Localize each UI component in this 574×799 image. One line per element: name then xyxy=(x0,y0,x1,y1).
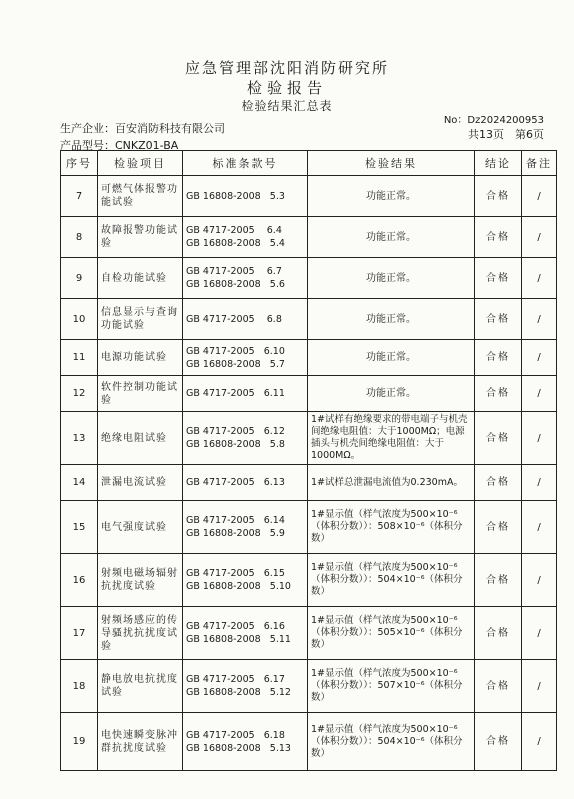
row-note: / xyxy=(522,176,557,217)
row-conclusion: 合格 xyxy=(475,176,522,217)
row-note: / xyxy=(522,340,557,376)
row-conclusion: 合格 xyxy=(475,465,522,501)
row-item: 绝缘电阻试验 xyxy=(98,412,183,465)
table-row xyxy=(61,340,557,376)
row-seq: 12 xyxy=(61,376,98,412)
row-item: 电源功能试验 xyxy=(98,340,183,376)
row-result: 1#显示值（样气浓度为500×10⁻⁶（体积分数））：508×10⁻⁶（体积分数） xyxy=(308,501,475,554)
row-seq: 16 xyxy=(61,554,98,607)
row-conclusion: 合格 xyxy=(475,412,522,465)
row-item: 可燃气体报警功能试验 xyxy=(98,176,183,217)
column-header-conclusion: 结论 xyxy=(475,151,522,176)
table-row xyxy=(61,258,557,299)
row-seq: 18 xyxy=(61,660,98,713)
column-header-note: 备注 xyxy=(522,151,557,176)
row-conclusion: 合格 xyxy=(475,554,522,607)
row-standard: GB 4717-2005 6.12 GB 16808-2008 5.8 xyxy=(183,412,308,465)
column-header-item: 检验项目 xyxy=(98,151,183,176)
row-standard: GB 4717-2005 6.11 xyxy=(183,376,308,412)
row-standard: GB 4717-2005 6.13 xyxy=(183,465,308,501)
row-standard: GB 4717-2005 6.14 GB 16808-2008 5.9 xyxy=(183,501,308,554)
column-header-seq: 序号 xyxy=(61,151,98,176)
page-indicator: 共13页 第6页 xyxy=(468,128,544,141)
row-note: / xyxy=(522,376,557,412)
row-result: 1#显示值（样气浓度为500×10⁻⁶（体积分数））：504×10⁻⁶（体积分数） xyxy=(308,713,475,771)
table-row xyxy=(61,376,557,412)
row-result: 功能正常。 xyxy=(308,176,475,217)
row-seq: 9 xyxy=(61,258,98,299)
row-seq: 11 xyxy=(61,340,98,376)
row-result: 功能正常。 xyxy=(308,258,475,299)
row-result: 功能正常。 xyxy=(308,299,475,340)
row-conclusion: 合格 xyxy=(475,299,522,340)
row-note: / xyxy=(522,299,557,340)
row-note: / xyxy=(522,554,557,607)
row-conclusion: 合格 xyxy=(475,258,522,299)
table-row xyxy=(61,607,557,660)
row-standard: GB 4717-2005 6.4 GB 16808-2008 5.4 xyxy=(183,217,308,258)
table-row xyxy=(61,299,557,340)
enterprise-line: 生产企业：百安消防科技有限公司 xyxy=(60,122,225,135)
row-standard: GB 4717-2005 6.8 xyxy=(183,299,308,340)
row-seq: 17 xyxy=(61,607,98,660)
institute-name: 应急管理部沈阳消防研究所 xyxy=(184,59,389,77)
row-item: 射频场感应的传导骚扰抗扰度试验 xyxy=(98,607,183,660)
report-number: No：Dz2024200953 xyxy=(443,115,544,126)
row-result: 1#显示值（样气浓度为500×10⁻⁶（体积分数））：504×10⁻⁶（体积分数） xyxy=(308,554,475,607)
row-standard: GB 4717-2005 6.15 GB 16808-2008 5.10 xyxy=(183,554,308,607)
row-standard: GB 4717-2005 6.16 GB 16808-2008 5.11 xyxy=(183,607,308,660)
row-item: 泄漏电流试验 xyxy=(98,465,183,501)
row-seq: 15 xyxy=(61,501,98,554)
row-conclusion: 合格 xyxy=(475,217,522,258)
table-row xyxy=(61,412,557,465)
model-line: 产品型号：CNKZ01-BA xyxy=(60,139,179,152)
row-item: 故障报警功能试验 xyxy=(98,217,183,258)
row-note: / xyxy=(522,501,557,554)
row-result: 功能正常。 xyxy=(308,376,475,412)
row-item: 软件控制功能试验 xyxy=(98,376,183,412)
row-item: 电气强度试验 xyxy=(98,501,183,554)
table-header-row xyxy=(61,151,557,176)
row-seq: 19 xyxy=(61,713,98,771)
report-title: 检验报告 xyxy=(246,79,327,97)
row-conclusion: 合格 xyxy=(475,660,522,713)
table-row xyxy=(61,501,557,554)
row-conclusion: 合格 xyxy=(475,713,522,771)
row-seq: 10 xyxy=(61,299,98,340)
row-result: 功能正常。 xyxy=(308,217,475,258)
row-note: / xyxy=(522,713,557,771)
row-note: / xyxy=(522,607,557,660)
row-result: 1#显示值（样气浓度为500×10⁻⁶（体积分数））：505×10⁻⁶（体积分数） xyxy=(308,607,475,660)
row-note: / xyxy=(522,258,557,299)
table-row xyxy=(61,176,557,217)
row-standard: GB 4717-2005 6.18 GB 16808-2008 5.13 xyxy=(183,713,308,771)
table-row xyxy=(61,465,557,501)
row-note: / xyxy=(522,217,557,258)
row-seq: 13 xyxy=(61,412,98,465)
summary-subtitle: 检验结果汇总表 xyxy=(241,99,333,113)
row-note: / xyxy=(522,465,557,501)
row-standard: GB 4717-2005 6.10 GB 16808-2008 5.7 xyxy=(183,340,308,376)
row-standard: GB 4717-2005 6.7 GB 16808-2008 5.6 xyxy=(183,258,308,299)
table-row xyxy=(61,713,557,771)
row-item: 信息显示与查询功能试验 xyxy=(98,299,183,340)
table-row xyxy=(61,660,557,713)
row-conclusion: 合格 xyxy=(475,376,522,412)
column-header-result: 检验结果 xyxy=(308,151,475,176)
row-seq: 8 xyxy=(61,217,98,258)
row-conclusion: 合格 xyxy=(475,501,522,554)
row-result: 1#试样总泄漏电流值为0.230mA。 xyxy=(308,465,475,501)
row-item: 静电放电抗扰度试验 xyxy=(98,660,183,713)
row-conclusion: 合格 xyxy=(475,607,522,660)
results-table xyxy=(60,150,557,771)
row-result: 1#显示值（样气浓度为500×10⁻⁶（体积分数））：507×10⁻⁶（体积分数） xyxy=(308,660,475,713)
table-row xyxy=(61,217,557,258)
row-result: 功能正常。 xyxy=(308,340,475,376)
row-result: 1#试样有绝缘要求的带电端子与机壳间绝缘电阻值：大于1000MΩ；电源插头与机壳间绝缘电阻值：大于1000MΩ。 xyxy=(308,412,475,465)
column-header-standard: 标准条款号 xyxy=(183,151,308,176)
row-standard: GB 4717-2005 6.17 GB 16808-2008 5.12 xyxy=(183,660,308,713)
row-seq: 14 xyxy=(61,465,98,501)
row-item: 自检功能试验 xyxy=(98,258,183,299)
row-standard: GB 16808-2008 5.3 xyxy=(183,176,308,217)
row-item: 电快速瞬变脉冲群抗扰度试验 xyxy=(98,713,183,771)
row-seq: 7 xyxy=(61,176,98,217)
table-row xyxy=(61,554,557,607)
row-item: 射频电磁场辐射抗扰度试验 xyxy=(98,554,183,607)
row-note: / xyxy=(522,660,557,713)
row-note: / xyxy=(522,412,557,465)
row-conclusion: 合格 xyxy=(475,340,522,376)
